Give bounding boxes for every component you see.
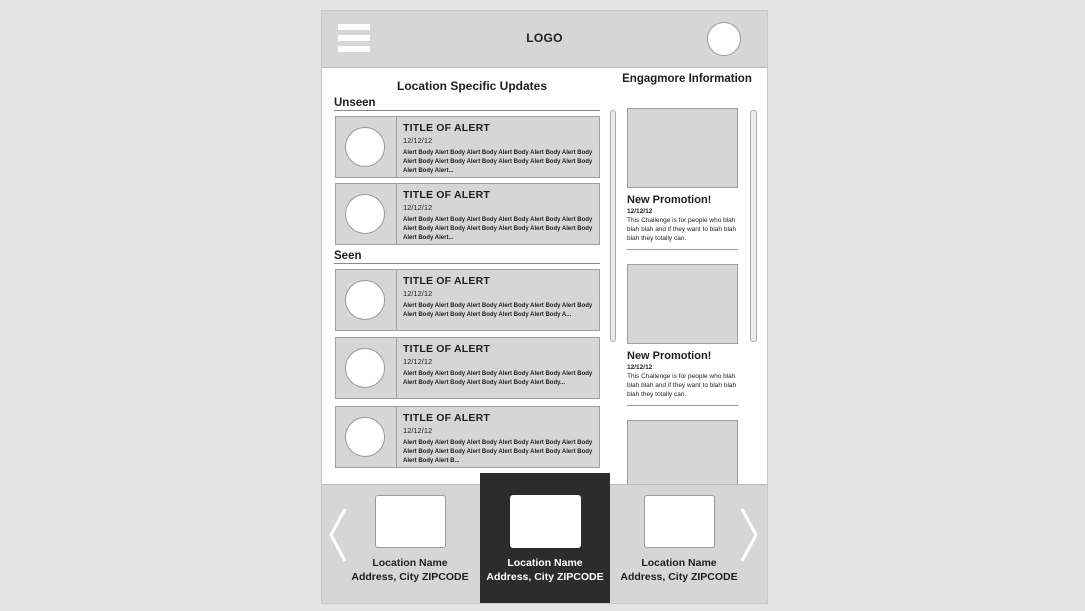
location-name-1 [340,556,480,584]
promotion-divider [627,249,738,250]
promotion-date: 12/12/12 [627,364,653,371]
alert-thumbnail-cell [336,407,397,467]
alert-title: TITLE OF ALERT [403,122,490,134]
alert-date: 12/12/12 [403,426,433,435]
alert-card-unseen-1[interactable] [335,116,600,178]
alert-body: Alert Body Alert Body Alert Body Alert Body Alert Body Alert Body Alert Body Alert Body Alert Body Alert Body Alert Body Alert Body Alert Body Alert... [403,150,593,174]
alert-card-unseen-2[interactable] [335,183,600,245]
location-name: Location Name [372,557,448,569]
alert-title: TITLE OF ALERT [403,189,490,201]
user-avatar[interactable] [707,22,741,56]
top-bar [322,11,767,68]
alert-body: Alert Body Alert Body Alert Body Alert Body Alert Body Alert Body Alert Body Alert Body Alert Body Alert Body Alert Body... [403,371,593,386]
alert-body: Alert Body Alert Body Alert Body Alert Body Alert Body Alert Body Alert Body Alert Body Alert Body Alert Body Alert Body Alert Body Alert Body Alert B... [403,440,593,464]
promotion-title[interactable]: New Promotion! [627,194,712,206]
alert-thumbnail-cell [336,270,397,330]
alert-thumbnail [345,280,385,320]
hamburger-menu-icon[interactable] [338,24,370,52]
alert-card-seen-1[interactable] [335,269,600,331]
promotion-image[interactable] [627,108,738,188]
alert-body: Alert Body Alert Body Alert Body Alert Body Alert Body Alert Body Alert Body Alert Body Alert Body Alert Body Alert Body A... [403,303,593,318]
promotion-body: This Challenge is for people who blah blah blah and if they want to blah blah blah they totally can. [627,373,737,398]
location-carousel [322,484,767,604]
promotion-body: This Challenge is for people who blah blah blah and if they want to blah blah blah they totally can. [627,217,737,242]
location-name-2 [475,556,615,584]
engagement-scrollbar[interactable] [750,110,757,342]
location-image [644,495,715,548]
alert-title: TITLE OF ALERT [403,412,490,424]
alert-thumbnail-cell [336,117,397,177]
location-image [375,495,446,548]
promotion-title[interactable]: New Promotion! [627,350,712,362]
alert-card-seen-2[interactable] [335,337,600,399]
location-address: Address, City ZIPCODE [486,571,604,583]
alert-thumbnail [345,348,385,388]
location-address: Address, City ZIPCODE [620,571,738,583]
seen-label: Seen [334,250,362,262]
alert-card-seen-3[interactable] [335,406,600,468]
alert-title: TITLE OF ALERT [403,275,490,287]
location-name-3 [609,556,749,584]
alert-date: 12/12/12 [403,136,433,145]
unseen-label: Unseen [334,97,376,109]
location-card-3[interactable] [609,495,749,604]
location-name: Location Name [641,557,717,569]
updates-scrollbar[interactable] [610,110,616,342]
location-address: Address, City ZIPCODE [351,571,469,583]
alert-thumbnail [345,127,385,167]
promotion-date: 12/12/12 [627,208,653,215]
location-image [510,495,581,548]
location-card-2-active[interactable] [475,495,615,604]
location-name: Location Name [507,557,583,569]
promotion-divider [627,405,738,406]
alert-date: 12/12/12 [403,203,433,212]
alert-date: 12/12/12 [403,357,433,366]
alert-title: TITLE OF ALERT [403,343,490,355]
seen-divider [334,263,600,264]
alert-date: 12/12/12 [403,289,433,298]
alert-body: Alert Body Alert Body Alert Body Alert Body Alert Body Alert Body Alert Body Alert Body Alert Body Alert Body Alert Body Alert Body Alert Body Alert... [403,217,593,241]
phone-frame [321,10,768,604]
alert-thumbnail [345,417,385,457]
engagement-title: Engagmore Information [622,73,752,85]
updates-title: Location Specific Updates [396,79,548,93]
alert-thumbnail-cell [336,184,397,244]
promotion-image[interactable] [627,264,738,344]
chevron-right-icon[interactable] [738,507,760,563]
unseen-divider [334,110,600,111]
alert-thumbnail [345,194,385,234]
alert-thumbnail-cell [336,338,397,398]
logo: LOGO [526,31,563,45]
location-card-1[interactable] [340,495,480,604]
